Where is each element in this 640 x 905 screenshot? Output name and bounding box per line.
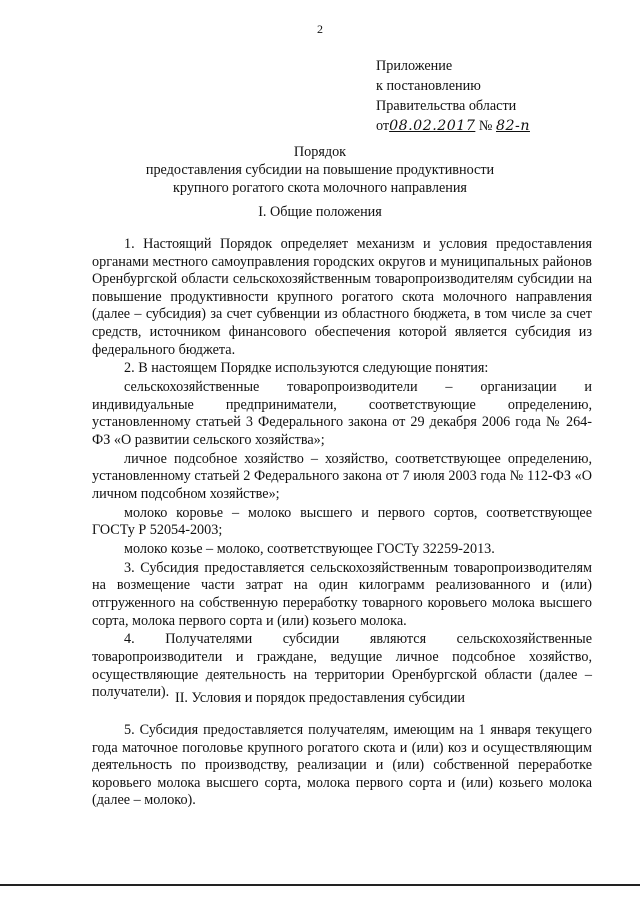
handwritten-number: 82-п (495, 118, 530, 134)
document-title (0, 143, 640, 197)
appendix-date-line (376, 116, 530, 136)
date-prefix: от (376, 118, 390, 134)
appendix-line-2: к постановлению (376, 78, 481, 94)
paragraph-2-def-4: молоко козье – молоко, соответствующее ГОСТу 32259-2013. (124, 541, 495, 558)
paragraph-5: 5. Субсидия предоставляется получателям, имеющим на 1 января текущего года маточное поголовье крупного рогатого скота и (или) коз и осуществляющим деятельность по производству, реализации и (или) собственной переработке коровьего молока высшего сорта, молока первого сорта и (или) козьего молока (далее – молоко). (92, 722, 592, 809)
page-bottom-rule (0, 884, 640, 886)
paragraph-2-def-3: молоко коровье – молоко высшего и первого сортов, соответствующее ГОСТу Р 52054-2003; (92, 504, 592, 539)
section-1-body (92, 236, 592, 702)
section-2-body (92, 722, 592, 810)
paragraph-2-def-1: сельскохозяйственные товаропроизводители – организации и индивидуальные предприниматели, соответствующие определению, установленному статьей 3 Федерального закона от 29 декабря 2006 года № 264-ФЗ «О развитии сельского хозяйства»; (92, 379, 592, 448)
section-1-heading: I. Общие положения (258, 204, 382, 220)
appendix-line-1: Приложение (376, 58, 453, 74)
section-2-heading: II. Условия и порядок предоставления субсидии (174, 690, 466, 706)
title-line-3: крупного рогатого скота молочного направления (173, 180, 467, 196)
page-number: 2 (317, 22, 323, 36)
paragraph-1: 1. Настоящий Порядок определяет механизм и условия предоставления органами местного самоуправления городских округов и муниципальных районов Оренбургской области сельскохозяйственным товаропроизводителям субсидии на повышение продуктивности крупного рогатого скота молочного направления (далее – субсидия) за счет субвенции из областного бюджета, в том числе за счет средств, источником финансового обеспечения которой является субсидия из федерального бюджета. (92, 236, 592, 358)
appendix-block (376, 56, 530, 136)
paragraph-2: 2. В настоящем Порядке используются следующие понятия: (124, 360, 489, 377)
title-line-1: Порядок (293, 144, 347, 160)
title-line-2: предоставления субсидии на повышение продуктивности (145, 162, 495, 178)
paragraph-2-def-2: личное подсобное хозяйство – хозяйство, соответствующее определению, установленному статьей 2 Федерального закона от 7 июля 2003 года № 112-ФЗ «О личном подсобном хозяйстве»; (92, 450, 592, 502)
handwritten-date: 08.02.2017 (389, 118, 476, 134)
paragraph-4: 4. Получателями субсидии являются сельскохозяйственные товаропроизводители и граждане, ведущие личное подсобное хозяйство, осуществляющие деятельность на территории Оренбургской области (далее – получатели). (92, 631, 592, 701)
number-prefix: № (478, 118, 493, 134)
appendix-line-3: Правительства области (376, 98, 517, 114)
paragraph-3: 3. Субсидия предоставляется сельскохозяйственным товаропроизводителям на возмещение части затрат на один килограмм реализованного и (или) отгруженного на собственную переработку товарного коровьего молока высшего сорта, молока первого сорта и (или) козьего молока. (92, 559, 592, 629)
